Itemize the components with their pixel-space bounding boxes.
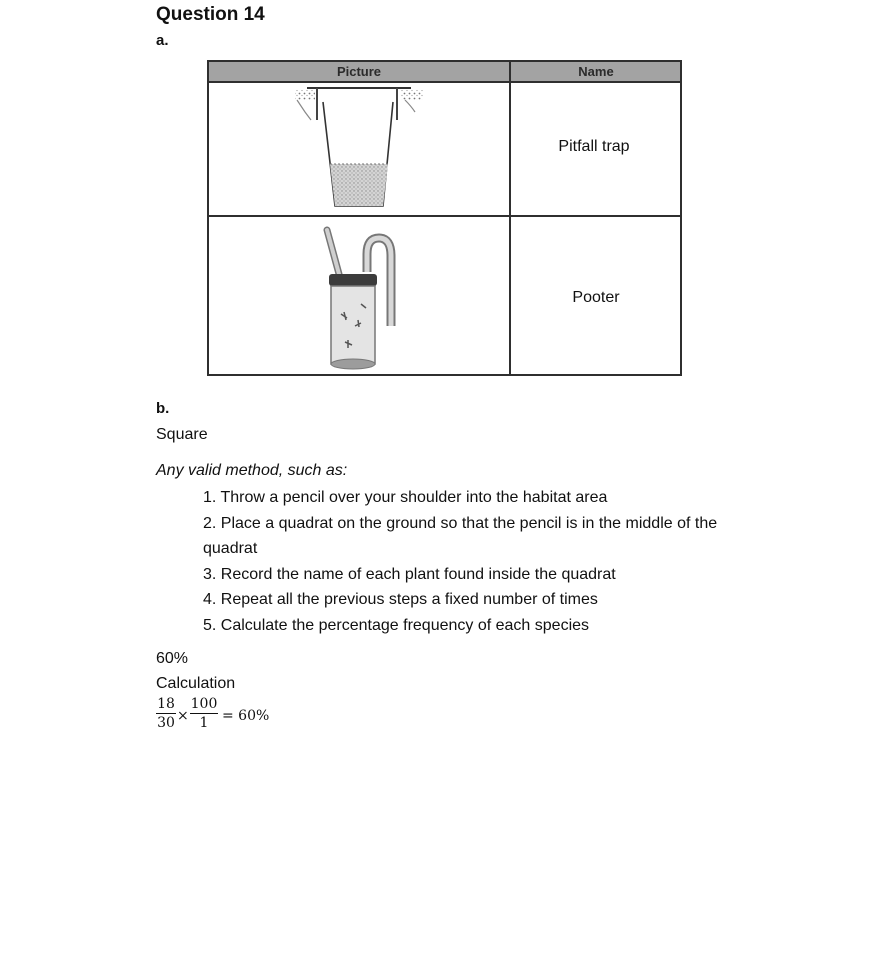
header-name: Name <box>578 64 614 79</box>
method-step: 1. Throw a pencil over your shoulder into the habitat area <box>203 489 608 506</box>
header-picture: Picture <box>336 64 382 79</box>
table-header-row <box>209 62 680 83</box>
method-step: quadrat <box>203 540 258 557</box>
fraction-bar <box>190 713 218 714</box>
answer-table <box>207 60 682 376</box>
method-step: 5. Calculate the percentage frequency of each species <box>203 616 590 634</box>
fraction-bar <box>156 713 176 714</box>
fraction-one-numerator: 18 <box>157 696 175 712</box>
method-step: 3. Record the name of each plant found inside the quadrat <box>203 565 616 583</box>
fraction-two-numerator: 100 <box>190 696 218 712</box>
fraction-one-denominator: 30 <box>157 715 175 731</box>
calculation-expression <box>156 696 296 736</box>
percentage-result: 60% <box>156 650 189 667</box>
equals-result: = 60% <box>222 708 270 724</box>
name-pitfall-trap: Pitfall trap <box>558 138 630 155</box>
method-steps <box>203 485 763 638</box>
method-step: 4. Repeat all the previous steps a fixed number of times <box>203 591 598 608</box>
fraction-two <box>190 696 218 731</box>
name-pooter: Pooter <box>572 289 620 306</box>
column-divider <box>509 62 511 374</box>
quadrat-shape-answer: Square <box>156 426 208 443</box>
method-step: 2. Place a quadrat on the ground so that the pencil is in the middle of the <box>203 514 718 532</box>
part-b-label: b. <box>156 400 170 417</box>
calculation-label: Calculation <box>156 675 236 692</box>
question-title: Question 14 <box>156 4 265 25</box>
times-sign: × <box>177 708 189 724</box>
row-divider <box>209 215 680 217</box>
pooter-illustration <box>317 222 407 372</box>
pitfall-trap-illustration <box>293 82 423 212</box>
part-a-label: a. <box>156 32 169 49</box>
fraction-two-denominator: 1 <box>199 715 209 731</box>
fraction-one <box>156 696 176 731</box>
method-intro: Any valid method, such as: <box>156 462 348 479</box>
